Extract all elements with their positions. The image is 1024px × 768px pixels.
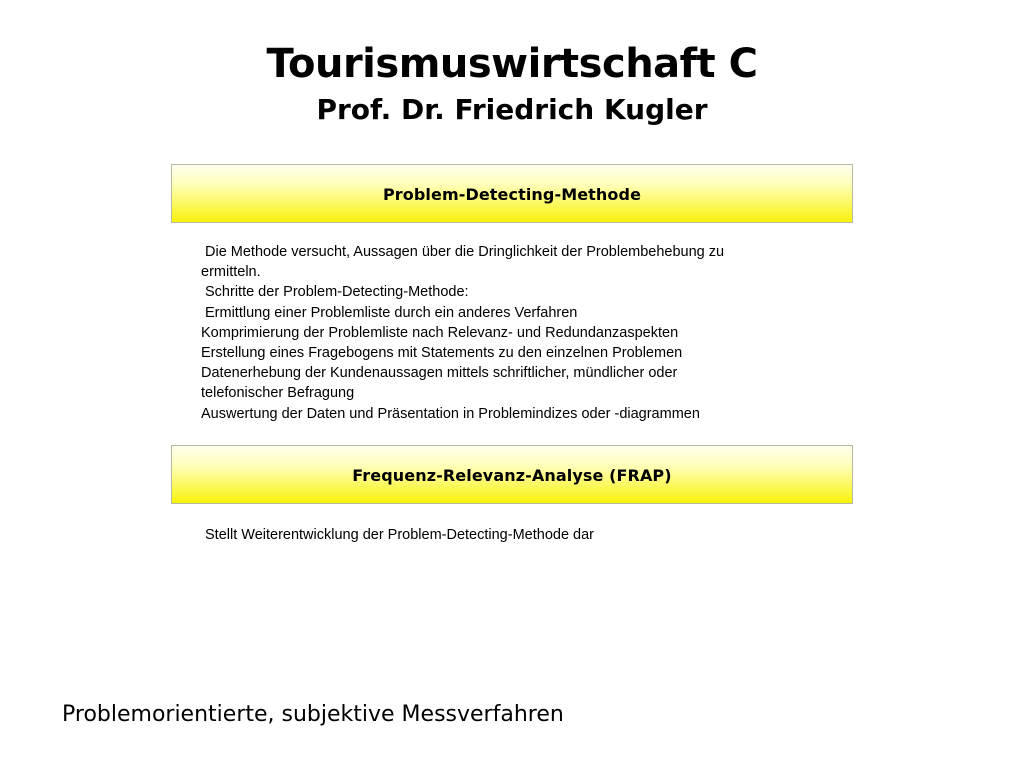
- slide-title: Tourismuswirtschaft C: [266, 41, 758, 87]
- frap-description: Stellt Weiterentwicklung der Problem-Detecting-Methode dar: [205, 527, 594, 543]
- frap-heading: Frequenz-Relevanz-Analyse (FRAP): [352, 465, 672, 485]
- problem-detecting-description: [201, 242, 841, 424]
- description-line-4: Ermittlung einer Problemliste durch ein anderes Verfahren: [205, 304, 578, 321]
- problem-detecting-heading-box: [171, 164, 853, 223]
- problem-detecting-heading: Problem-Detecting-Methode: [382, 184, 642, 204]
- frap-heading-box: [171, 445, 853, 504]
- description-line-1: Die Methode versucht, Aussagen über die Dringlichkeit der Problembehebung zu: [205, 244, 725, 260]
- description-line-8: telefonischer Befragung: [201, 385, 355, 402]
- description-line-6: Erstellung eines Fragebogens mit Statements zu den einzelnen Problemen: [201, 345, 683, 362]
- description-line-7: Datenerhebung der Kundenaussagen mittels schriftlicher, mündlicher oder: [201, 365, 678, 382]
- slide-subtitle: Prof. Dr. Friedrich Kugler: [316, 93, 708, 126]
- slide-footer: Problemorientierte, subjektive Messverfahren: [62, 702, 564, 727]
- description-line-5: Komprimierung der Problemliste nach Relevanz- und Redundanzaspekten: [201, 324, 679, 341]
- description-line-2: ermitteln.: [201, 264, 261, 281]
- description-line-3: Schritte der Problem-Detecting-Methode:: [205, 284, 469, 301]
- description-line-9: Auswertung der Daten und Präsentation in Problemindizes oder -diagrammen: [201, 405, 700, 422]
